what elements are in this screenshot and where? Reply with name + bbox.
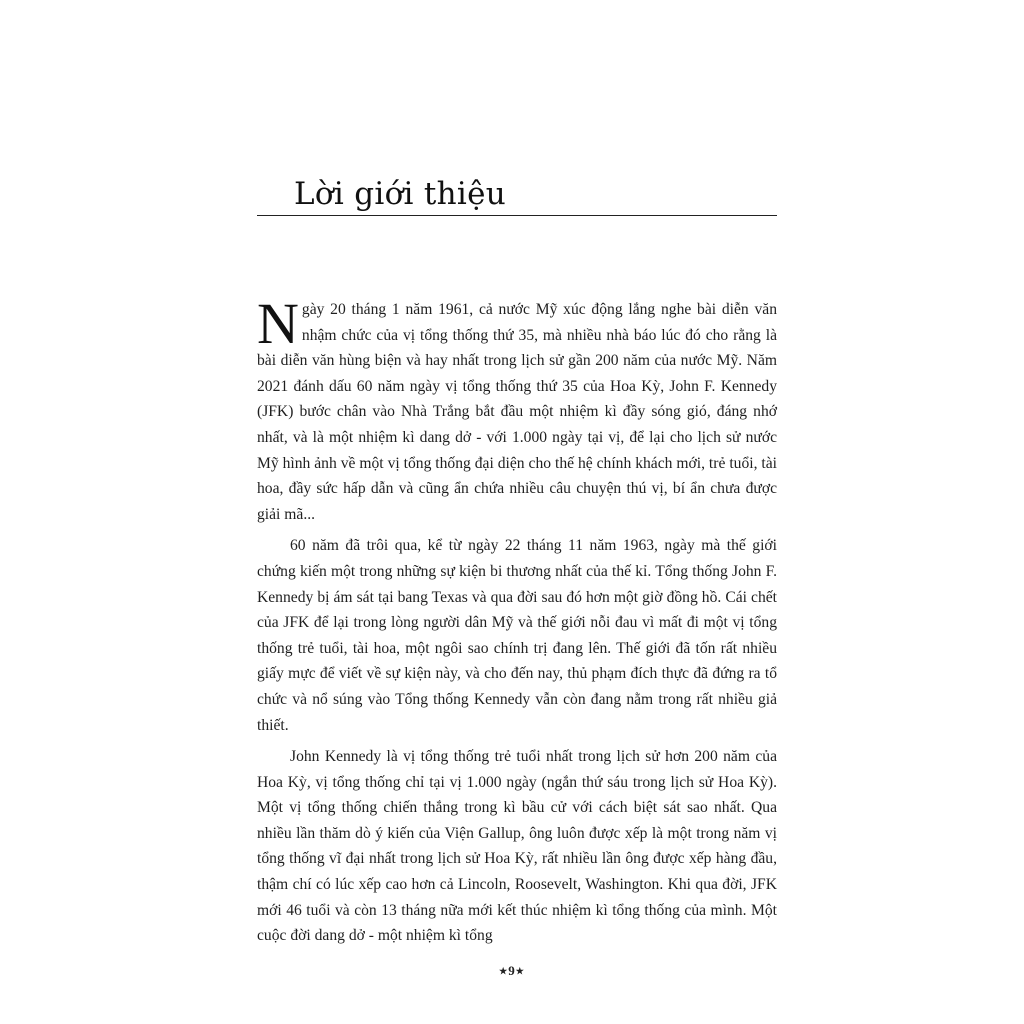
- star-ornament-icon: ★: [499, 966, 509, 976]
- star-ornament-icon: ★: [515, 966, 525, 976]
- paragraph-3: John Kennedy là vị tổng thống trẻ tuổi nhất trong lịch sử hơn 200 năm của Hoa Kỳ, vị tổng thống chỉ tại vị 1.000 ngày (ngắn thứ sáu trong lịch sử Hoa Kỳ). Một vị tổng thống chiến thắng trong kì bầu cử với cách biệt sát sao nhất. Qua nhiều lần thăm dò ý kiến của Viện Gallup, ông luôn được xếp là một trong năm vị tổng thống vĩ đại nhất trong lịch sử Hoa Kỳ, rất nhiều lần ông được xếp hàng đầu, thậm chí có lúc xếp cao hơn cả Lincoln, Roosevelt, Washington. Khi qua đời, JFK mới 46 tuổi và còn 13 tháng nữa mới kết thúc nhiệm kì tổng thống của mình. Một cuộc đời dang dở - một nhiệm kì tổng: [257, 748, 777, 945]
- chapter-title: Lời giới thiệu: [294, 176, 507, 212]
- paragraph-1: [257, 291, 777, 527]
- body-text: [257, 291, 777, 949]
- paragraph-2: 60 năm đã trôi qua, kể từ ngày 22 tháng 11 năm 1963, ngày mà thế giới chứng kiến một trong những sự kiện bi thương nhất của thế kỉ. Tổng thống John F. Kennedy bị ám sát tại bang Texas và qua đời sau đó hơn một giờ đồng hồ. Cái chết của JFK để lại trong lòng người dân Mỹ và thế giới nỗi đau vì mất đi một vị tổng thống trẻ tuổi, tài hoa, một ngôi sao chính trị đang lên. Thế giới đã tốn rất nhiều giấy mực để viết về sự kiện này, và cho đến nay, thủ phạm đích thực đã đứng ra tổ chức và nổ súng vào Tổng thống Kennedy vẫn còn đang nằm trong rất nhiều giả thiết.: [257, 537, 777, 734]
- paragraph-1-text: gày 20 tháng 1 năm 1961, cả nước Mỹ xúc động lắng nghe bài diễn văn nhậm chức của vị tổng thống thứ 35, mà nhiều nhà báo lúc đó cho rằng là bài diễn văn hùng biện và hay nhất trong lịch sử gần 200 năm của nước Mỹ. Năm 2021 đánh dấu 60 năm ngày vị tổng thống thứ 35 của Hoa Kỳ, John F. Kennedy (JFK) bước chân vào Nhà Trắng bắt đầu một nhiệm kì đầy sóng gió, đáng nhớ nhất, và là một nhiệm kì dang dở - với 1.000 ngày tại vị, để lại cho lịch sử nước Mỹ hình ảnh về một vị tổng thống đại diện cho thế hệ chính khách mới, trẻ tuổi, tài hoa, đầy sức hấp dẫn và cũng ẩn chứa nhiều câu chuyện thú vị, bí ẩn chưa được giải mã...: [257, 301, 777, 523]
- page-number-footer: [0, 963, 1024, 979]
- page-number: 9: [508, 963, 516, 978]
- drop-cap: N: [257, 291, 299, 356]
- title-underline-rule: [257, 215, 777, 216]
